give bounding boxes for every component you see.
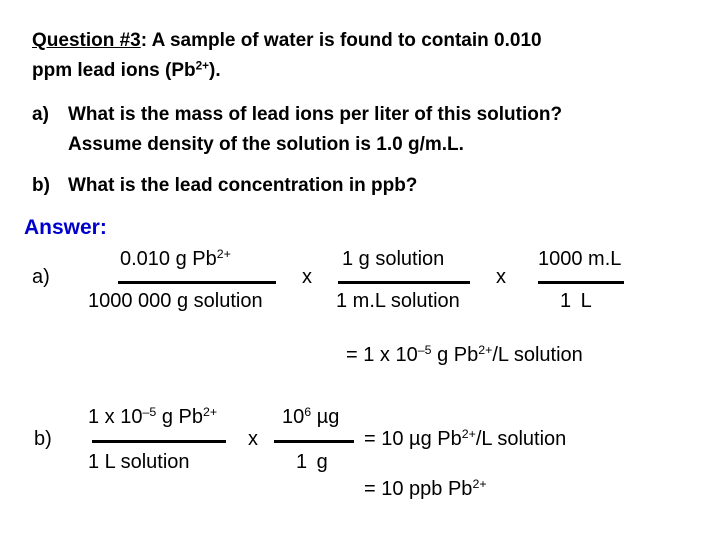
result-text: /L solution [475,428,567,450]
fraction-bar [338,281,470,284]
question-text-2-end: ). [209,60,221,81]
exponent: –5 [142,405,157,420]
answer-b-frac1-numerator [88,406,217,429]
numerator-text: 0.010 g Pb [120,248,217,270]
answer-a-label: a) [32,266,50,288]
question-heading: Question #3 [32,30,141,51]
numerator-text: g Pb [156,406,203,428]
result-text: /L solution [492,344,583,366]
answer-a-result [346,344,583,367]
part-b-label: b) [32,175,50,196]
question-text-2: ppm lead ions (Pb [32,60,196,81]
question-line-2 [32,60,221,82]
superscript: 2+ [216,247,231,262]
part-a-label: a) [32,104,49,125]
answer-a-frac3-numerator: 1000 m.L [538,248,622,270]
numerator-text: 10 [282,406,305,428]
answer-b-frac1-denominator: 1 L solution [88,451,190,473]
fraction-bar [118,281,276,284]
exponent: 6 [304,405,312,420]
answer-b-result-2 [364,478,487,501]
superscript: 2+ [472,477,487,492]
part-a-line-2: Assume density of the solution is 1.0 g/m.L. [68,134,464,155]
answer-a-frac3-denominator: 1 L [560,290,594,312]
fraction-bar [538,281,624,284]
fraction-bar [274,440,354,443]
times-sign: x [248,428,258,450]
superscript: 2+ [461,427,476,442]
part-a-line-1: What is the mass of lead ions per liter of this solution? [68,104,563,125]
superscript: 2+ [478,343,493,358]
result-text: = 10 ppb Pb [364,478,473,500]
answer-b-frac2-denominator: 1 g [296,451,330,473]
superscript: 2+ [195,59,210,73]
result-text: g Pb [431,344,479,366]
superscript: 2+ [202,405,218,420]
numerator-text: µg [311,406,340,428]
answer-a-frac2-numerator: 1 g solution [342,248,445,270]
answer-b-label: b) [34,428,52,450]
answer-b-frac2-numerator [282,406,339,429]
answer-a-frac2-denominator: 1 m.L solution [336,290,460,312]
result-text: = 10 µg Pb [364,428,462,450]
question-line-1 [32,30,542,52]
part-b-line-1: What is the lead concentration in ppb? [68,175,418,196]
answer-a-frac1-numerator [120,248,231,271]
fraction-bar [92,440,226,443]
answer-a-frac1-denominator: 1000 000 g solution [88,290,263,312]
question-text: : A sample of water is found to contain 0.010 [140,30,542,51]
result-text: = 1 x 10 [346,344,418,366]
exponent: –5 [417,343,432,358]
times-sign: x [302,266,312,288]
answer-b-result-1 [364,428,566,451]
numerator-text: 1 x 10 [88,406,143,428]
times-sign: x [496,266,506,288]
answer-heading: Answer: [24,216,107,239]
